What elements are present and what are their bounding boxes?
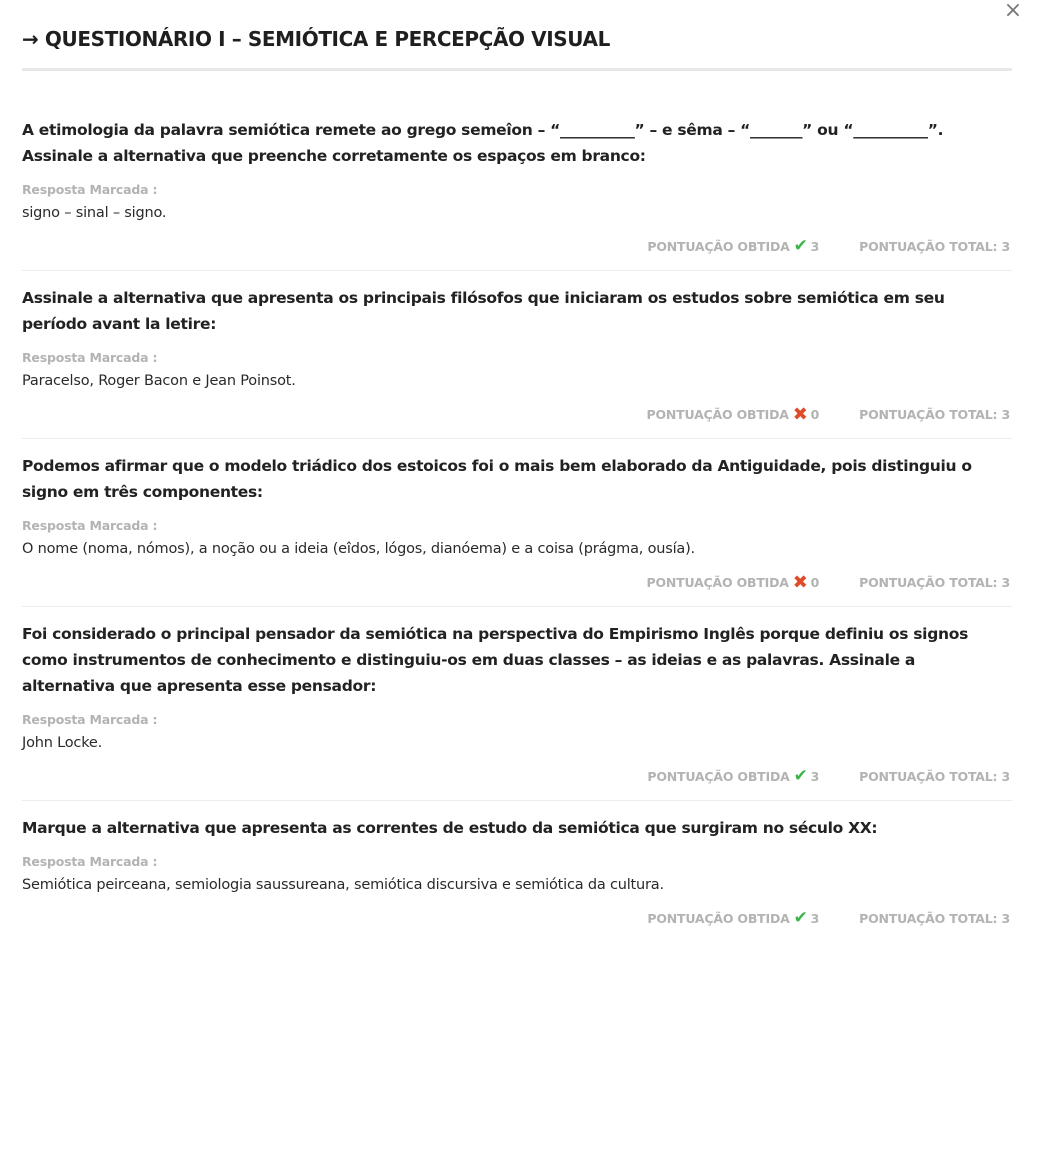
question-item [22, 815, 1012, 942]
score-obtained-label: PONTUAÇÃO OBTIDA [646, 406, 789, 422]
question-item [22, 117, 1012, 271]
answer-text: Paracelso, Roger Bacon e Jean Poinsot. [22, 373, 296, 389]
answer-label: Resposta Marcada : [22, 854, 158, 869]
page-title: → QUESTIONÁRIO I – SEMIÓTICA E PERCEPÇÃO VISUAL [22, 27, 610, 51]
score-obtained-label: PONTUAÇÃO OBTIDA [647, 238, 790, 254]
answer-label: Resposta Marcada : [22, 712, 158, 727]
score-obtained-value: 0 [810, 406, 820, 422]
score-total: PONTUAÇÃO TOTAL: 3 [859, 574, 1010, 590]
score-obtained-value: 3 [810, 238, 820, 254]
cross-icon: ✖ [792, 403, 808, 425]
header-divider [22, 68, 1012, 71]
score-obtained [646, 403, 820, 425]
score-obtained-label: PONTUAÇÃO OBTIDA [647, 910, 790, 926]
question-text: Assinale a alternativa que apresenta os principais filósofos que iniciaram os estudos sobre semiótica em seu período avant la letire: [22, 289, 945, 333]
answer-label: Resposta Marcada : [22, 182, 158, 197]
close-icon[interactable]: × [1003, 0, 1023, 23]
check-icon: ✔ [793, 235, 808, 256]
question-item [22, 285, 1012, 439]
score-obtained-label: PONTUAÇÃO OBTIDA [646, 574, 789, 590]
score-total: PONTUAÇÃO TOTAL: 3 [859, 406, 1010, 422]
question-text: A etimologia da palavra semiótica remete ao grego semeîon – “__________” – e sêma – “_______” ou “__________”. Assinale a alternativa que preenche corretamente os espaços em branco: [22, 121, 944, 165]
score-obtained-label: PONTUAÇÃO OBTIDA [647, 768, 790, 784]
answer-text: Semiótica peirceana, semiologia saussureana, semiótica discursiva e semiótica da cultura. [22, 877, 664, 893]
score-obtained [647, 235, 820, 256]
answer-label: Resposta Marcada : [22, 350, 158, 365]
question-item [22, 621, 1012, 801]
question-text: Podemos afirmar que o modelo triádico dos estoicos foi o mais bem elaborado da Antiguidade, pois distinguiu o signo em três componentes: [22, 457, 972, 501]
score-obtained-value: 0 [810, 574, 820, 590]
score-total: PONTUAÇÃO TOTAL: 3 [859, 768, 1010, 784]
score-total: PONTUAÇÃO TOTAL: 3 [859, 910, 1010, 926]
score-obtained [647, 907, 820, 928]
score-row [22, 765, 1012, 787]
score-obtained [647, 765, 820, 786]
check-icon: ✔ [793, 907, 808, 928]
score-total: PONTUAÇÃO TOTAL: 3 [859, 238, 1010, 254]
score-row [22, 403, 1012, 425]
score-row [22, 235, 1012, 257]
question-text: Marque a alternativa que apresenta as correntes de estudo da semiótica que surgiram no século XX: [22, 819, 878, 837]
score-obtained-value: 3 [810, 768, 820, 784]
question-item [22, 453, 1012, 607]
answer-text: O nome (noma, nómos), a noção ou a ideia (eîdos, lógos, dianóema) e a coisa (prágma, ousía). [22, 541, 695, 557]
check-icon: ✔ [793, 765, 808, 786]
answer-text: signo – sinal – signo. [22, 205, 167, 221]
answer-text: John Locke. [22, 735, 103, 751]
modal-header [22, 26, 1012, 71]
cross-icon: ✖ [792, 571, 808, 593]
score-obtained [646, 571, 820, 593]
score-row [22, 571, 1012, 593]
question-list [22, 117, 1012, 956]
answer-label: Resposta Marcada : [22, 518, 158, 533]
score-row [22, 907, 1012, 929]
score-obtained-value: 3 [810, 910, 820, 926]
question-text: Foi considerado o principal pensador da semiótica na perspectiva do Empirismo Inglês porque definiu os signos como instrumentos de conhecimento e distinguiu-os em duas classes – as ideias e as palavras. Assinale a alternativa que apresenta esse pensador: [22, 625, 968, 695]
